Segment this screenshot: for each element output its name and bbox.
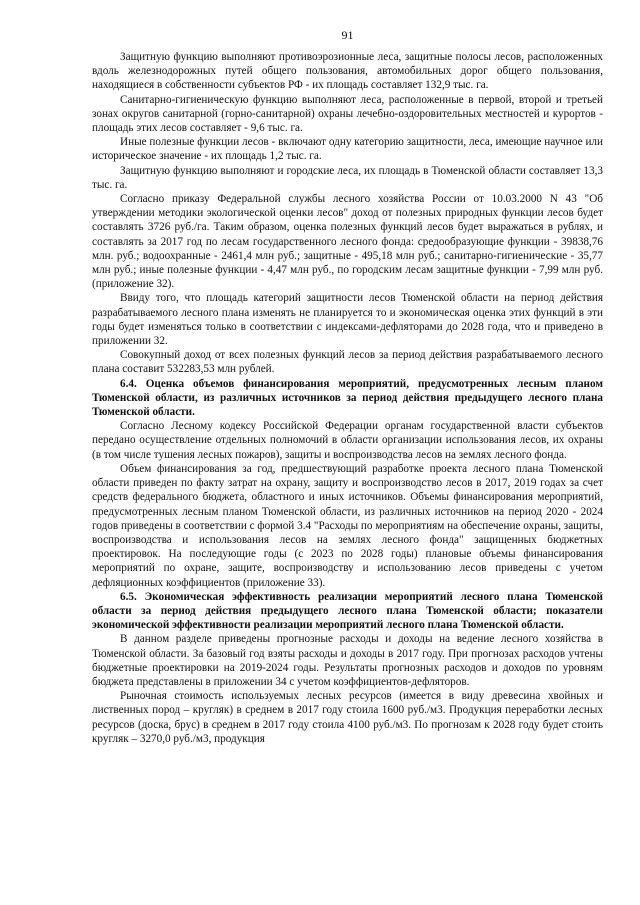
paragraph: Защитную функцию выполняют противоэрозионные леса, защитные полосы лесов, расположенных вдоль железнодорожных путей общего пользования, автомобильных дорог общего пользования, находящиеся в собственности субъектов РФ - их площадь составляет 132,9 тыс. га.: [92, 51, 603, 92]
section-heading-6-4: 6.4. Оценка объемов финансирования мероприятий, предусмотренных лесным планом Тюменской области, из различных источников за период действия предыдущего лесного плана Тюменской области.: [92, 377, 603, 419]
paragraph: В данном разделе приведены прогнозные расходы и доходы на ведение лесного хозяйства в Тюменской области. За базовый год взяты расходы и доходы в 2017 году. При прогнозах расходов учтены бюджетные проектировки на 2019-2024 годы. Результаты прогнозных расходов и доходов по уровням бюджета представлены в приложении 34 с учетом коэффициентов-дефляторов.: [92, 633, 603, 688]
paragraph: Объем финансирования за год, предшествующий разработке проекта лесного плана Тюменской области приведен по факту затрат на охрану, защиту и воспроизводство лесов в 2017, 2019 годах за счет средств федерального бюджета, областного и иных источников. Объемы финансирования мероприятий, предусмотренных лесным планом Тюменской области, из различных источников на период 2020 - 2024 годов приведены в соответствии с формой 3.4 "Расходы по мероприятиям на обеспечение охраны, защиты, воспроизводства и использования лесов на землях лесного фонда" защищенных бюджетных проектировок. На последующие годы (с 2023 по 2028 годы) плановые объемы финансирования мероприятий по охране, защите, воспроизводству и использованию лесов приведены с учетом дефляционных коэффициентов (приложение 33).: [92, 462, 603, 589]
paragraph: Иные полезные функции лесов - включают одну категорию защитности, леса, имеющие научное или историческое значение - их площадь 1,2 тыс. га.: [92, 136, 603, 163]
paragraph: Защитную функцию выполняют и городские леса, их площадь в Тюменской области составляет 13,3 тыс. га.: [92, 164, 603, 191]
paragraph: Совокупный доход от всех полезных функций лесов за период действия разрабатываемого лесного плана составит 532283,53 млн рублей.: [92, 349, 603, 376]
paragraph: Согласно Лесному кодексу Российской Федерации органам государственной власти субъектов передано осуществление отдельных полномочий в области организации использования лесов, их охраны (в том числе тушения лесных пожаров), защиты и воспроизводства лесов на землях лесного фонда.: [92, 420, 603, 461]
paragraph: Ввиду того, что площадь категорий защитности лесов Тюменской области на период действия разрабатываемого лесного плана изменять не планируется то и экономическая оценка этих функций в эти годы будет изменяться только в соответствии с индексами-дефляторами до 2028 года, что и приведено в приложении 32.: [92, 292, 603, 348]
paragraph: Санитарно-гигиеническую функцию выполняют леса, расположенные в первой, второй и третьей зонах округов санитарной (горно-санитарной) охраны лечебно-оздоровительных местностей и курортов - площадь этих лесов составляет - 9,6 тыс. га.: [92, 93, 603, 135]
paragraph: Рыночная стоимость используемых лесных ресурсов (имеется в виду древесина хвойных и лиственных пород – кругляк) в среднем в 2017 году стоила 1600 руб./м3. Продукция переработки лесных ресурсов (доска, брус) в среднем в 2017 году стоила 4100 руб./м3. По прогнозам к 2028 году будет стоить кругляк – 3270,0 руб./м3, продукция: [92, 690, 603, 745]
page-number: 91: [341, 28, 354, 42]
paragraph: Согласно приказу Федеральной службы лесного хозяйства России от 10.03.2000 N 43 "Об утверждении методики экологической оценки лесов" доход от полезных природных функции лесов будет составлять 3726 руб./га. Таким образом, оценка полезных функций лесов будет выражаться в рублях, и составлять за 2017 год по лесам государственного лесного фонда: средообразующие функции - 39838,76 млн. руб.; водоохранные - 2461,4 млн руб.; защитные - 495,18 млн руб.; санитарно-гигиенические - 35,77 млн руб.; иные полезные функции - 4,47 млн руб., по городским лесам защитные функции - 7,99 млн руб. (приложение 32).: [92, 193, 603, 291]
section-heading-6-5: 6.5. Экономическая эффективность реализации мероприятий лесного плана Тюменской области за период действия предыдущего лесного плана Тюменской области; показатели экономической эффективности реализации мероприятий лесного плана Тюменской области.: [92, 590, 603, 632]
